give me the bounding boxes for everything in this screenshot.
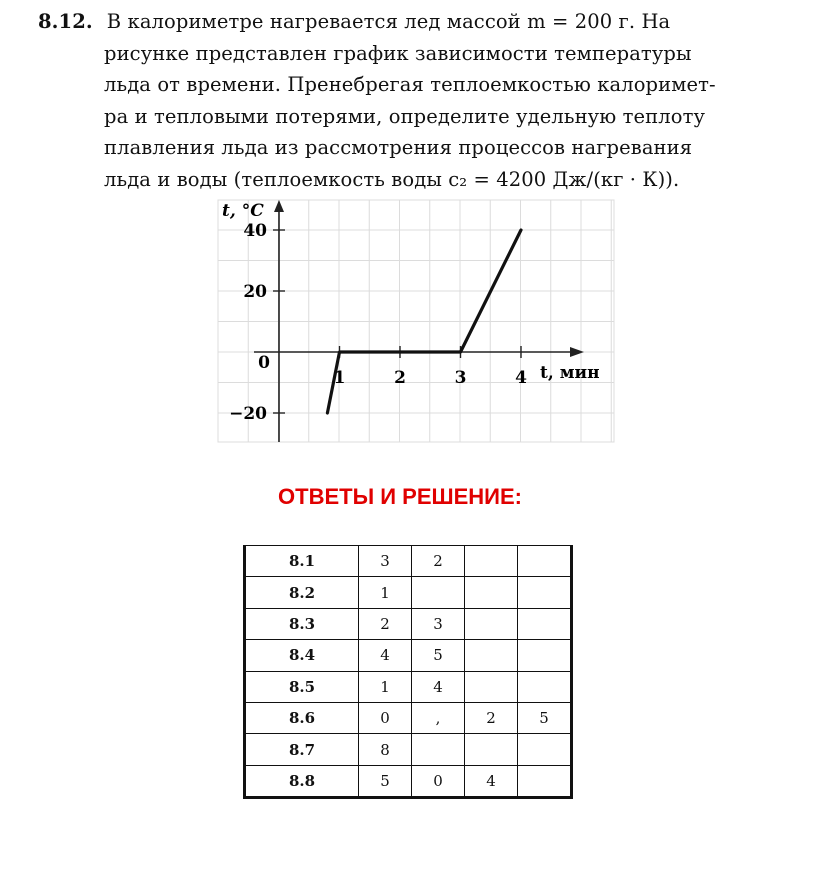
problem-line-text: В калориметре нагревается лед массой m = 200 г. На	[106, 10, 671, 33]
answer-cell: 1	[359, 671, 412, 702]
answer-cell: 5	[412, 640, 465, 671]
x-tick-label: 4	[515, 368, 527, 388]
answer-cell	[412, 734, 465, 765]
y-tick-label: 40	[243, 221, 267, 241]
answer-row	[245, 608, 572, 639]
y-tick-label: 0	[258, 353, 270, 373]
answer-row	[245, 702, 572, 733]
answer-cell: 2	[465, 702, 518, 733]
problem-line-4: ра и тепловыми потерями, определите удельную теплоту	[104, 104, 706, 128]
answer-id-cell: 8.3	[245, 608, 359, 639]
y-axis-label: t, °C	[222, 201, 264, 221]
answer-cell	[518, 546, 572, 577]
answer-cell: 5	[359, 765, 412, 797]
answer-cell	[518, 640, 572, 671]
answer-cell	[518, 671, 572, 702]
y-axis-arrow-icon	[274, 200, 284, 212]
answer-cell: ,	[412, 702, 465, 733]
answer-cell	[465, 640, 518, 671]
answer-cell: 2	[412, 546, 465, 577]
chart-grid	[218, 200, 614, 442]
temperature-time-chart	[214, 196, 618, 446]
problem-number: 8.12.	[38, 10, 93, 33]
answers-table	[243, 545, 573, 799]
answer-row	[245, 671, 572, 702]
answer-cell: 0	[359, 702, 412, 733]
problem-line-1-text	[107, 6, 783, 38]
answer-cell	[465, 734, 518, 765]
answer-cell	[465, 671, 518, 702]
answer-cell	[518, 608, 572, 639]
answer-id-cell: 8.7	[245, 734, 359, 765]
answer-cell	[518, 577, 572, 608]
x-tick-label: 3	[454, 368, 467, 388]
answer-cell	[465, 546, 518, 577]
answer-cell: 4	[412, 671, 465, 702]
answer-row	[245, 734, 572, 765]
answer-cell: 4	[359, 640, 412, 671]
answer-cell: 1	[359, 577, 412, 608]
problem-line-1	[38, 6, 783, 38]
answer-cell: 5	[518, 702, 572, 733]
answer-cell: 8	[359, 734, 412, 765]
answer-cell: 0	[412, 765, 465, 797]
x-tick-label: 1	[333, 368, 346, 388]
answer-cell: 3	[359, 546, 412, 577]
problem-line-6: льда и воды (теплоемкость воды c₂ = 4200 Дж/(кг · К)).	[104, 167, 680, 191]
problem-line-5: плавления льда из рассмотрения процессов нагревания	[104, 136, 693, 159]
answers-heading: ОТВЕТЫ И РЕШЕНИЕ:	[278, 484, 522, 509]
answer-cell	[412, 577, 465, 608]
answer-cell	[465, 577, 518, 608]
answer-id-cell: 8.6	[245, 702, 359, 733]
answer-row	[245, 577, 572, 608]
answer-id-cell: 8.5	[245, 671, 359, 702]
answer-cell: 3	[412, 608, 465, 639]
answer-cell	[518, 765, 572, 797]
x-axis-label: t, мин	[540, 363, 600, 383]
answer-cell	[518, 734, 572, 765]
x-axis-arrow-icon	[570, 347, 584, 357]
answer-row	[245, 765, 572, 797]
problem-line-3: льда от времени. Пренебрегая теплоемкостью калоримет-	[104, 73, 716, 96]
problem-text	[38, 6, 783, 195]
answer-id-cell: 8.2	[245, 577, 359, 608]
answer-cell: 2	[359, 608, 412, 639]
answer-id-cell: 8.1	[245, 546, 359, 577]
answer-cell: 4	[465, 765, 518, 797]
x-tick-label: 2	[394, 368, 406, 388]
y-tick-label: −20	[229, 404, 267, 424]
y-tick-label: 20	[243, 282, 267, 302]
chart-ticks	[229, 221, 527, 424]
answer-id-cell: 8.4	[245, 640, 359, 671]
answer-row	[245, 640, 572, 671]
answer-cell	[465, 608, 518, 639]
answer-id-cell: 8.8	[245, 765, 359, 797]
problem-line-2: рисунке представлен график зависимости температуры	[104, 41, 692, 65]
answer-row	[245, 546, 572, 577]
